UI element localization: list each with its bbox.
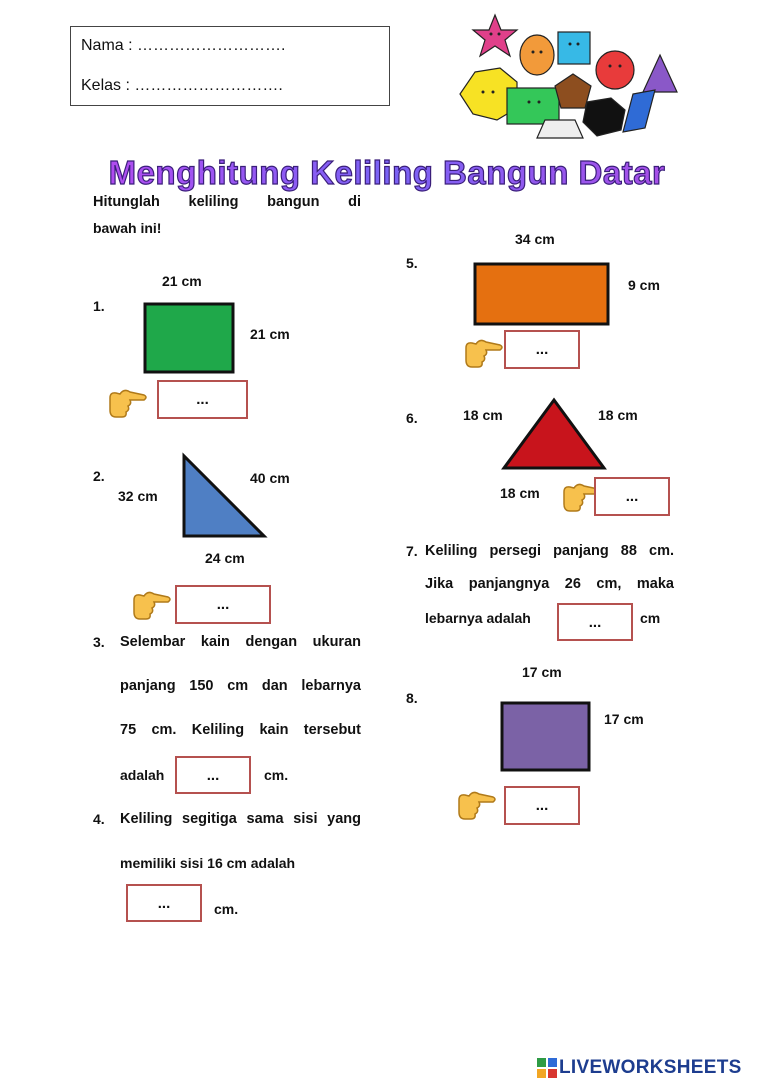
worksheet-title: [100, 150, 675, 196]
q7-line-1: Keliling persegi panjang 88 cm.: [425, 543, 674, 559]
liveworksheets-brand-text: LIVEWORKSHEETS: [559, 1057, 742, 1078]
q7-post-text: cm: [640, 610, 661, 626]
q8-square-shape: [500, 701, 591, 772]
q5-side-label: 9 cm: [628, 277, 660, 293]
rectangle-shape-icon: [507, 88, 559, 124]
q8-number: 8.: [406, 690, 418, 706]
q3-line-2: panjang 150 cm dan lebarnya: [120, 678, 361, 694]
liveworksheets-logo[interactable]: [537, 1057, 742, 1079]
q3-pre-text: adalah: [120, 767, 165, 783]
svg-text:Menghitung Keliling Bangun Dat: Menghitung Keliling Bangun Datar: [108, 154, 666, 191]
q4-post-text: cm.: [214, 901, 239, 917]
q8-top-label: 17 cm: [522, 664, 562, 680]
liveworksheets-logo-icon: [537, 1058, 557, 1078]
q6-answer-input[interactable]: ...: [594, 477, 670, 516]
star-shape-icon: [473, 15, 517, 56]
pointing-hand-icon: [130, 588, 172, 624]
q4-number: 4.: [93, 811, 105, 827]
q2-bottom-label: 24 cm: [205, 550, 245, 566]
q3-number: 3.: [93, 634, 105, 650]
triangle-shape-icon: [643, 55, 677, 92]
trapezoid-shape-icon: [537, 120, 583, 138]
square-shape-icon: [558, 32, 590, 64]
pentagon-shape-icon: [555, 74, 591, 108]
q4-answer-input[interactable]: ...: [126, 884, 202, 922]
q5-rectangle-shape: [473, 262, 610, 326]
q1-number: 1.: [93, 298, 105, 314]
q8-side-label: 17 cm: [604, 711, 644, 727]
q8-answer-input[interactable]: ...: [504, 786, 580, 825]
q1-top-label: 21 cm: [162, 273, 202, 289]
q6-equilateral-triangle-shape: [500, 396, 608, 472]
q2-right-triangle-shape: [180, 452, 270, 540]
q1-answer-input[interactable]: ...: [157, 380, 248, 419]
q2-left-label: 32 cm: [118, 488, 158, 504]
shapes-clipart-image: [455, 10, 685, 145]
q2-answer-input[interactable]: ...: [175, 585, 271, 624]
instruction-line-1: Hitunglah keliling bangun di: [93, 194, 361, 210]
pointing-hand-icon: [106, 386, 148, 422]
q3-post-text: cm.: [264, 767, 289, 783]
q6-bottom-label: 18 cm: [500, 485, 540, 501]
parallelogram-shape-icon: [623, 90, 655, 132]
q3-answer-input[interactable]: ...: [175, 756, 251, 794]
q1-square-shape: [143, 302, 235, 374]
circle-shape-icon: [596, 51, 634, 89]
q3-line-1: Selembar kain dengan ukuran: [120, 634, 361, 650]
pointing-hand-icon: [455, 788, 497, 824]
q7-pre-text: lebarnya adalah: [425, 610, 531, 626]
q6-number: 6.: [406, 410, 418, 426]
instruction-line-2: bawah ini!: [93, 220, 162, 236]
q1-side-label: 21 cm: [250, 326, 290, 342]
q3-line-3: 75 cm. Keliling kain tersebut: [120, 722, 361, 738]
kelas-field[interactable]: Kelas : ……………………….: [81, 77, 283, 94]
q2-hyp-label: 40 cm: [250, 470, 290, 486]
pointing-hand-icon: [462, 336, 504, 372]
q5-top-label: 34 cm: [515, 231, 555, 247]
q5-number: 5.: [406, 255, 418, 271]
q5-answer-input[interactable]: ...: [504, 330, 580, 369]
q4-line-1: Keliling segitiga sama sisi yang: [120, 811, 361, 827]
nama-field[interactable]: Nama : ……………………….: [81, 37, 286, 54]
student-info-box: [70, 26, 390, 106]
hexagon-shape-icon: [583, 98, 625, 136]
oval-shape-icon: [520, 35, 554, 75]
q7-number: 7.: [406, 543, 418, 559]
q6-right-label: 18 cm: [598, 407, 638, 423]
q6-left-label: 18 cm: [463, 407, 503, 423]
q4-line-2: memiliki sisi 16 cm adalah: [120, 855, 296, 871]
q7-line-2: Jika panjangnya 26 cm, maka: [425, 576, 674, 592]
q7-answer-input[interactable]: ...: [557, 603, 633, 641]
q2-number: 2.: [93, 468, 105, 484]
